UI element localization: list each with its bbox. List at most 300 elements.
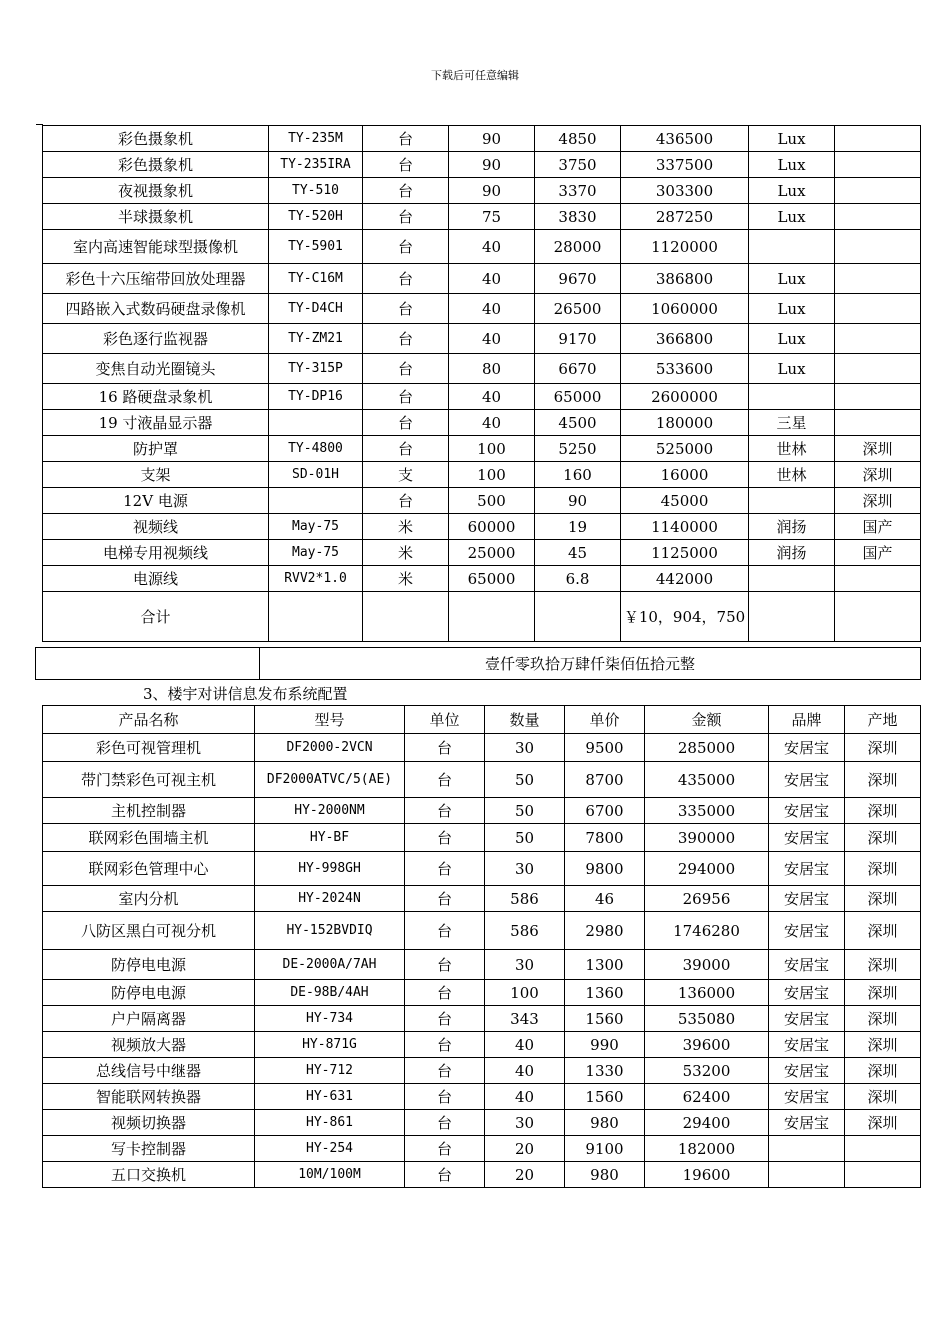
table-row xyxy=(43,980,921,1006)
table-cell: 台 xyxy=(363,436,449,462)
table-cell: 40 xyxy=(485,1032,565,1058)
table-cell: 台 xyxy=(405,886,485,912)
column-header: 金额 xyxy=(645,706,769,734)
table-cell: 台 xyxy=(405,912,485,950)
table-cell: 台 xyxy=(405,1162,485,1188)
table-cell xyxy=(269,410,363,436)
table-cell xyxy=(769,1162,845,1188)
table-cell xyxy=(835,126,921,152)
table-cell: 台 xyxy=(405,950,485,980)
table-row xyxy=(43,126,921,152)
table-cell: 6670 xyxy=(535,354,621,384)
table-cell: 深圳 xyxy=(845,1058,921,1084)
table-cell: 30 xyxy=(485,1110,565,1136)
table-row xyxy=(43,294,921,324)
table-row xyxy=(43,178,921,204)
table-row xyxy=(43,204,921,230)
table-cell: Lux xyxy=(749,126,835,152)
table-cell: TY-235M xyxy=(269,126,363,152)
table-cell: HY-871G xyxy=(255,1032,405,1058)
table-cell: 米 xyxy=(363,566,449,592)
table-cell xyxy=(845,1162,921,1188)
table-cell: 带门禁彩色可视主机 xyxy=(43,762,255,798)
table-cell: HY-631 xyxy=(255,1084,405,1110)
table-cell: 联网彩色管理中心 xyxy=(43,852,255,886)
table-cell: 台 xyxy=(363,152,449,178)
table-cell: TY-520H xyxy=(269,204,363,230)
table-cell: 支 xyxy=(363,462,449,488)
table-cell: 台 xyxy=(405,1006,485,1032)
table-cell: 深圳 xyxy=(845,852,921,886)
table-cell: 50 xyxy=(485,798,565,824)
table-row xyxy=(43,734,921,762)
table-cell: 主机控制器 xyxy=(43,798,255,824)
table-cell xyxy=(835,410,921,436)
table-cell: 深圳 xyxy=(835,488,921,514)
table-cell: 2600000 xyxy=(621,384,749,410)
table-cell: 米 xyxy=(363,514,449,540)
table-row xyxy=(43,1136,921,1162)
table-cell: 9800 xyxy=(565,852,645,886)
table-cell: 深圳 xyxy=(845,734,921,762)
column-header: 品牌 xyxy=(769,706,845,734)
table-cell: 16000 xyxy=(621,462,749,488)
header-note: 下载后可任意编辑 xyxy=(431,69,519,82)
table-cell: 90 xyxy=(449,178,535,204)
table-cell: 1330 xyxy=(565,1058,645,1084)
table-cell: 智能联网转换器 xyxy=(43,1084,255,1110)
table-cell: 533600 xyxy=(621,354,749,384)
table-cell: 台 xyxy=(363,384,449,410)
table-cell: 深圳 xyxy=(835,436,921,462)
table-cell: 335000 xyxy=(645,798,769,824)
table-row xyxy=(43,566,921,592)
table-cell xyxy=(749,230,835,264)
table-cell: 20 xyxy=(485,1162,565,1188)
table-row xyxy=(43,1110,921,1136)
table-cell xyxy=(835,384,921,410)
table-cell: DE-2000A/7AH xyxy=(255,950,405,980)
table-cell: 1746280 xyxy=(645,912,769,950)
column-header: 产品名称 xyxy=(43,706,255,734)
table-cell: HY-734 xyxy=(255,1006,405,1032)
table-cell: 户户隔离器 xyxy=(43,1006,255,1032)
table-cell: 2980 xyxy=(565,912,645,950)
table-cell: 电梯专用视频线 xyxy=(43,540,269,566)
table-cell: 台 xyxy=(405,762,485,798)
total-label: 合计 xyxy=(43,592,269,642)
table-cell xyxy=(835,204,921,230)
table-cell: 9170 xyxy=(535,324,621,354)
table-cell xyxy=(269,488,363,514)
table-cell: 1560 xyxy=(565,1084,645,1110)
table-row xyxy=(43,264,921,294)
table-cell: 9100 xyxy=(565,1136,645,1162)
table-cell: 586 xyxy=(485,912,565,950)
table-cell: 980 xyxy=(565,1162,645,1188)
table-cell: 台 xyxy=(405,734,485,762)
table-cell: 安居宝 xyxy=(769,1032,845,1058)
table-cell: 台 xyxy=(405,1084,485,1110)
table-cell: 五口交换机 xyxy=(43,1162,255,1188)
table-cell: 303300 xyxy=(621,178,749,204)
table-cell: 台 xyxy=(405,798,485,824)
table-cell xyxy=(845,1136,921,1162)
table-row xyxy=(43,410,921,436)
table-cell: Lux xyxy=(749,264,835,294)
table-cell: 半球摄象机 xyxy=(43,204,269,230)
table-cell: 525000 xyxy=(621,436,749,462)
table-cell: 182000 xyxy=(645,1136,769,1162)
table-cell: 世林 xyxy=(749,436,835,462)
table-cell: 米 xyxy=(363,540,449,566)
table-cell: 台 xyxy=(363,488,449,514)
table-cell: 安居宝 xyxy=(769,824,845,852)
table-cell: 1560 xyxy=(565,1006,645,1032)
table-cell: DF2000ATVC/5(AE) xyxy=(255,762,405,798)
table-cell: 19600 xyxy=(645,1162,769,1188)
table-cell: 50 xyxy=(485,824,565,852)
table-cell: TY-ZM21 xyxy=(269,324,363,354)
table-cell: 19 寸液晶显示器 xyxy=(43,410,269,436)
table-cell: 10M/100M xyxy=(255,1162,405,1188)
table-cell: TY-5901 xyxy=(269,230,363,264)
table-row xyxy=(43,514,921,540)
table-cell: 润扬 xyxy=(749,540,835,566)
table-cell: 室内高速智能球型摄像机 xyxy=(43,230,269,264)
table-cell: 国产 xyxy=(835,514,921,540)
table-cell: 12V 电源 xyxy=(43,488,269,514)
table-cell: 60000 xyxy=(449,514,535,540)
table-row xyxy=(43,798,921,824)
table-cell: 安居宝 xyxy=(769,950,845,980)
table-cell: 台 xyxy=(405,1058,485,1084)
table-cell: 支架 xyxy=(43,462,269,488)
table-cell: 台 xyxy=(363,126,449,152)
table-cell: May-75 xyxy=(269,514,363,540)
table-cell: 8700 xyxy=(565,762,645,798)
table-cell: 26500 xyxy=(535,294,621,324)
table-cell: DE-98B/4AH xyxy=(255,980,405,1006)
table-cell: 深圳 xyxy=(845,980,921,1006)
table-cell: 彩色摄象机 xyxy=(43,126,269,152)
table-cell: 30 xyxy=(485,950,565,980)
table-cell: SD-01H xyxy=(269,462,363,488)
table-cell xyxy=(749,384,835,410)
table-cell: 100 xyxy=(485,980,565,1006)
table-cell xyxy=(835,566,921,592)
table-row xyxy=(43,152,921,178)
table-cell xyxy=(835,230,921,264)
table-cell: 1125000 xyxy=(621,540,749,566)
table-cell: 386800 xyxy=(621,264,749,294)
table-cell: 9500 xyxy=(565,734,645,762)
table-cell: 1060000 xyxy=(621,294,749,324)
table-cell: 62400 xyxy=(645,1084,769,1110)
table-cell: 28000 xyxy=(535,230,621,264)
table-cell: 安居宝 xyxy=(769,1006,845,1032)
table-header-row xyxy=(43,706,921,734)
intercom-equipment-table xyxy=(42,705,921,1188)
table-cell: 台 xyxy=(405,852,485,886)
table-cell: 台 xyxy=(405,1136,485,1162)
table-cell: 39600 xyxy=(645,1032,769,1058)
table-cell: TY-DP16 xyxy=(269,384,363,410)
table-cell: HY-152BVDIQ xyxy=(255,912,405,950)
table-cell: 6700 xyxy=(565,798,645,824)
table-cell: 90 xyxy=(449,126,535,152)
table-cell: 防停电电源 xyxy=(43,950,255,980)
table-cell xyxy=(835,264,921,294)
table-cell: 国产 xyxy=(835,540,921,566)
table-cell: TY-235IRA xyxy=(269,152,363,178)
table-row xyxy=(43,436,921,462)
table-cell: Lux xyxy=(749,294,835,324)
column-header: 产地 xyxy=(845,706,921,734)
table-cell: 80 xyxy=(449,354,535,384)
table-cell: 1300 xyxy=(565,950,645,980)
table-cell: Lux xyxy=(749,152,835,178)
table-row xyxy=(43,1032,921,1058)
table-row xyxy=(43,384,921,410)
table-cell: 1120000 xyxy=(621,230,749,264)
table-cell: 9670 xyxy=(535,264,621,294)
table-cell: 40 xyxy=(449,384,535,410)
table-cell: 287250 xyxy=(621,204,749,230)
table-cell: 安居宝 xyxy=(769,886,845,912)
table-row xyxy=(43,230,921,264)
table-cell: 台 xyxy=(363,178,449,204)
table-cell: 台 xyxy=(363,230,449,264)
table-cell: 45000 xyxy=(621,488,749,514)
table-cell: 6.8 xyxy=(535,566,621,592)
table-cell: 435000 xyxy=(645,762,769,798)
table-cell: 90 xyxy=(449,152,535,178)
table-cell: 彩色十六压缩带回放处理器 xyxy=(43,264,269,294)
table-cell: 世林 xyxy=(749,462,835,488)
table-cell: 安居宝 xyxy=(769,852,845,886)
table-cell: 室内分机 xyxy=(43,886,255,912)
table-cell: 45 xyxy=(535,540,621,566)
table-row xyxy=(43,912,921,950)
table-row xyxy=(43,1058,921,1084)
table-cell: 台 xyxy=(405,980,485,1006)
table-cell: 八防区黑白可视分机 xyxy=(43,912,255,950)
table-cell: 3750 xyxy=(535,152,621,178)
table-cell: 安居宝 xyxy=(769,980,845,1006)
table-cell: 三星 xyxy=(749,410,835,436)
column-header: 单位 xyxy=(405,706,485,734)
table-cell: HY-2024N xyxy=(255,886,405,912)
table-cell: 台 xyxy=(363,410,449,436)
table-cell: 防停电电源 xyxy=(43,980,255,1006)
table-cell: 安居宝 xyxy=(769,762,845,798)
table-row xyxy=(43,1006,921,1032)
table-cell: 深圳 xyxy=(845,824,921,852)
table-cell: 436500 xyxy=(621,126,749,152)
table-cell: 四路嵌入式数码硬盘录像机 xyxy=(43,294,269,324)
table-cell: Lux xyxy=(749,204,835,230)
table-cell: 40 xyxy=(485,1058,565,1084)
table-cell: 40 xyxy=(449,264,535,294)
table-cell: 深圳 xyxy=(845,798,921,824)
table-cell: 46 xyxy=(565,886,645,912)
table-cell: RVV2*1.0 xyxy=(269,566,363,592)
table-cell: 4500 xyxy=(535,410,621,436)
table-cell: 彩色摄象机 xyxy=(43,152,269,178)
table-cell: 台 xyxy=(405,1110,485,1136)
table-cell: HY-998GH xyxy=(255,852,405,886)
table-cell xyxy=(835,324,921,354)
total-row xyxy=(43,592,921,642)
table-cell: 390000 xyxy=(645,824,769,852)
table-row xyxy=(43,886,921,912)
table-cell: 写卡控制器 xyxy=(43,1136,255,1162)
table-cell: 安居宝 xyxy=(769,1084,845,1110)
table-cell: 电源线 xyxy=(43,566,269,592)
table-cell: 65000 xyxy=(449,566,535,592)
table-cell: 160 xyxy=(535,462,621,488)
table-cell xyxy=(835,354,921,384)
table-cell: 台 xyxy=(405,824,485,852)
table-cell: 3370 xyxy=(535,178,621,204)
table-cell: 20 xyxy=(485,1136,565,1162)
table-cell: 视频放大器 xyxy=(43,1032,255,1058)
table-cell: 台 xyxy=(363,294,449,324)
table-cell: 500 xyxy=(449,488,535,514)
table-cell: 586 xyxy=(485,886,565,912)
table-cell: 30 xyxy=(485,734,565,762)
table-row xyxy=(43,540,921,566)
table-cell: 台 xyxy=(363,354,449,384)
table-cell: 4850 xyxy=(535,126,621,152)
table-cell: 润扬 xyxy=(749,514,835,540)
table-cell: TY-D4CH xyxy=(269,294,363,324)
table-cell: 53200 xyxy=(645,1058,769,1084)
table-cell: TY-4800 xyxy=(269,436,363,462)
table-cell: 安居宝 xyxy=(769,798,845,824)
column-header: 数量 xyxy=(485,706,565,734)
table-cell: 294000 xyxy=(645,852,769,886)
table-row xyxy=(43,950,921,980)
table-row xyxy=(43,762,921,798)
table-cell: 29400 xyxy=(645,1110,769,1136)
table-cell: 深圳 xyxy=(845,912,921,950)
table-cell: 彩色可视管理机 xyxy=(43,734,255,762)
table-cell: 366800 xyxy=(621,324,749,354)
table-cell: HY-BF xyxy=(255,824,405,852)
table-cell: 30 xyxy=(485,852,565,886)
table-cell: 视频线 xyxy=(43,514,269,540)
table-cell: 980 xyxy=(565,1110,645,1136)
table-cell: 19 xyxy=(535,514,621,540)
table-cell: Lux xyxy=(749,178,835,204)
table-cell xyxy=(749,566,835,592)
table-cell: 75 xyxy=(449,204,535,230)
table-cell: 台 xyxy=(363,324,449,354)
table-cell: 深圳 xyxy=(835,462,921,488)
table-row xyxy=(43,488,921,514)
table-cell: 337500 xyxy=(621,152,749,178)
table-cell: 39000 xyxy=(645,950,769,980)
table-cell: 40 xyxy=(449,324,535,354)
table-cell: HY-712 xyxy=(255,1058,405,1084)
table-cell: 90 xyxy=(535,488,621,514)
table-cell: 442000 xyxy=(621,566,749,592)
table-cell xyxy=(749,488,835,514)
table-cell: 彩色逐行监视器 xyxy=(43,324,269,354)
table-cell: 安居宝 xyxy=(769,734,845,762)
table-row xyxy=(43,824,921,852)
table-cell: 台 xyxy=(363,204,449,230)
table-cell: 视频切换器 xyxy=(43,1110,255,1136)
table-cell: 343 xyxy=(485,1006,565,1032)
table-cell: 100 xyxy=(449,462,535,488)
table-cell: 安居宝 xyxy=(769,1058,845,1084)
table-cell: 台 xyxy=(405,1032,485,1058)
table-cell: 1360 xyxy=(565,980,645,1006)
table-cell: 深圳 xyxy=(845,950,921,980)
table-cell: HY-254 xyxy=(255,1136,405,1162)
total-amount: ￥10，904，750 xyxy=(621,592,749,642)
table-cell: DF2000-2VCN xyxy=(255,734,405,762)
table-cell: 夜视摄象机 xyxy=(43,178,269,204)
table-row xyxy=(43,1084,921,1110)
table-cell xyxy=(835,294,921,324)
table-cell: 联网彩色围墙主机 xyxy=(43,824,255,852)
table-row xyxy=(43,852,921,886)
table-cell: 安居宝 xyxy=(769,912,845,950)
table-cell: 深圳 xyxy=(845,1110,921,1136)
table-row xyxy=(43,324,921,354)
table-cell: 深圳 xyxy=(845,1006,921,1032)
table-cell: 180000 xyxy=(621,410,749,436)
table-cell: 深圳 xyxy=(845,1032,921,1058)
table-cell: 台 xyxy=(363,264,449,294)
table-cell: 100 xyxy=(449,436,535,462)
table-cell: 防护罩 xyxy=(43,436,269,462)
total-in-words: 壹仟零玖拾万肆仟柒佰伍拾元整 xyxy=(260,648,921,680)
table-cell: 深圳 xyxy=(845,762,921,798)
column-header: 型号 xyxy=(255,706,405,734)
table-row xyxy=(43,1162,921,1188)
section-3-title: 3、楼宇对讲信息发布系统配置 xyxy=(143,685,348,703)
table-cell: 40 xyxy=(449,230,535,264)
table-cell: 变焦自动光圈镜头 xyxy=(43,354,269,384)
table-cell: 1140000 xyxy=(621,514,749,540)
table-cell: TY-510 xyxy=(269,178,363,204)
table-cell: 40 xyxy=(449,410,535,436)
table-cell: 16 路硬盘录象机 xyxy=(43,384,269,410)
table-cell: May-75 xyxy=(269,540,363,566)
table-cell: Lux xyxy=(749,354,835,384)
table-cell: 3830 xyxy=(535,204,621,230)
table-cell: 50 xyxy=(485,762,565,798)
table-cell: 总线信号中继器 xyxy=(43,1058,255,1084)
table-cell: HY-861 xyxy=(255,1110,405,1136)
column-header: 单价 xyxy=(565,706,645,734)
table-cell: TY-315P xyxy=(269,354,363,384)
table-cell: TY-C16M xyxy=(269,264,363,294)
table-cell: 5250 xyxy=(535,436,621,462)
total-in-words-table xyxy=(35,647,921,680)
table-cell: Lux xyxy=(749,324,835,354)
table-cell: 136000 xyxy=(645,980,769,1006)
table-cell: 7800 xyxy=(565,824,645,852)
surveillance-equipment-table xyxy=(42,125,921,642)
table-cell: 25000 xyxy=(449,540,535,566)
table-cell: 40 xyxy=(485,1084,565,1110)
